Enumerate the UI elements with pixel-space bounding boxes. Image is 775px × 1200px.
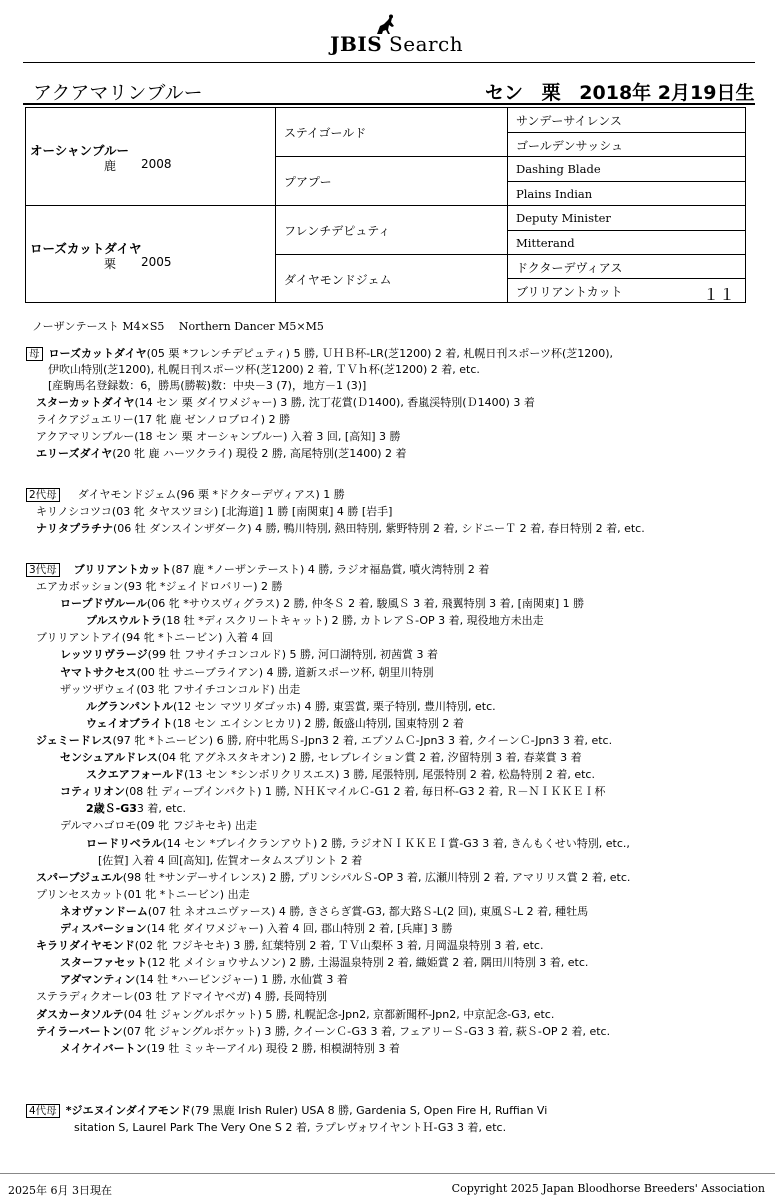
family-line: [86, 613, 544, 628]
third-dam-line: [26, 562, 489, 577]
family-line: [86, 767, 595, 782]
family-line: ライクアジュエリー(17 牝 鹿 ゼンノロブロイ) 2 勝: [36, 413, 291, 426]
gen2-name[interactable]: プアプー: [284, 175, 332, 189]
title-underline: [23, 103, 755, 105]
family-line: [60, 955, 588, 970]
family-horse-record: (12 セン マツリダゴッホ) 4 勝, 東雲賞, 栗子特別, 豊川特別, etc.: [173, 699, 496, 713]
family-horse-record: (02 牝 フジキセキ) 3 勝, 紅葉特別 2 着, ＴＶ山梨杯 3 着, 月岡温泉特別 3 着, etc.: [134, 939, 544, 953]
family-horse-record: (05 栗 *フレンチデピュティ) 5 勝, ＵＨＢ杯-LR(芝1200) 2 着, 札幌日刊スポーツ杯(芝1200),: [146, 347, 614, 360]
family-horse-name[interactable]: センシュアルドレス: [60, 751, 158, 764]
family-line: [60, 784, 606, 799]
family-horse-name[interactable]: プルスウルトラ: [86, 614, 162, 628]
family-horse-name[interactable]: ブリリアントカット: [73, 563, 172, 576]
family-line: [86, 699, 496, 714]
family-horse-name[interactable]: テイラーバートン: [36, 1024, 123, 1038]
second-dam-line: [26, 487, 345, 502]
family-line: [60, 665, 434, 680]
dam-year: 2005: [141, 255, 172, 269]
gen2-name[interactable]: ダイヤモンドジェム: [284, 273, 392, 287]
family-horse-record: (06 牡 ダンスインザダーク) 4 勝, 鴨川特別, 熱田特別, 紫野特別 2 着, シドニーＴ 2 着, 春日特別 2 着, etc.: [113, 522, 645, 535]
generation-tag: 3代母: [26, 563, 60, 577]
horse-title-bar: [25, 78, 753, 102]
family-horse-record: (18 牡 *ディスクリートキャット) 2 勝, カトレアＳ-OP 3 着, 現役地方未出走: [161, 614, 544, 628]
family-line: [36, 1024, 610, 1039]
family-horse-record: (18 セン エイシンヒカリ) 2 勝, 飯盛山特別, 国東特別 2 着: [172, 716, 464, 730]
pedigree-gen2-cell: [276, 255, 508, 302]
family-line: [86, 801, 186, 816]
gen3-name[interactable]: Mitterand: [516, 235, 575, 250]
family-horse-record: (87 鹿 *ノーザンテースト) 4 勝, ラジオ福島賞, 噴火湾特別 2 着: [171, 563, 490, 576]
family-horse-name[interactable]: レッツリヴラージ: [60, 648, 148, 662]
family-line: sitation S, Laurel Park The Very One S 2 着, ラプレヴォワイヤントＨ-G3 3 着, etc.: [74, 1121, 507, 1134]
dam-color: 栗: [104, 257, 117, 271]
family-line: ブリリアントアイ(94 牝 *トニービン) 入着 4 回: [36, 631, 273, 645]
dam-line: [26, 346, 613, 361]
horse-color: 栗: [541, 82, 561, 104]
family-horse-name[interactable]: スターファセット: [60, 956, 148, 970]
family-line: [産駒馬名登録数：6，勝馬(勝鞍)数：中央－3 (7)，地方－1 (3)]: [48, 379, 367, 392]
family-horse-name[interactable]: 2歳Ｓ-G3: [86, 802, 137, 816]
family-horse-record: (20 牝 鹿 ハーツクライ) 現役 2 勝, 高尾特別(芝1400) 2 着: [112, 447, 407, 460]
family-horse-record: (14 牡 *ハービンジャー) 1 勝, 水仙賞 3 着: [135, 973, 348, 987]
family-horse-name[interactable]: メイケイバートン: [60, 1041, 147, 1055]
sire-cell: [26, 108, 276, 206]
family-horse-name[interactable]: キラリダイヤモンド: [36, 939, 135, 953]
inbreeding-line: ノーザンテースト M4×S5 Northern Dancer M5×M5: [32, 320, 324, 333]
gen3-name[interactable]: ゴールデンサッシュ: [516, 138, 624, 153]
family-horse-name[interactable]: *ジエヌインダイアモンド: [65, 1104, 191, 1117]
family-horse-record: (07 牝 ジャングルポケット) 3 勝, クイーンＣ-G3 3 着, フェアリーＳ-G3 3 着, 萩Ｓ-OP 2 着, etc.: [122, 1024, 611, 1038]
family-line: プリンセスカット(01 牝 *トニービン) 出走: [36, 887, 250, 901]
family-horse-record: ダイヤモンドジェム(96 栗 *ドクターデヴィアス) 1 勝: [77, 488, 345, 501]
family-horse-record: (08 牡 ディープインパクト) 1 勝, ＮＨＫマイルＣ-G1 2 着, 毎日杯-G3 2 着, Ｒ－ＮＩＫＫＥＩ杯: [125, 785, 606, 799]
cross-mark: １１: [702, 285, 735, 304]
footer-date: 2025年 6月 3日現在: [8, 1184, 112, 1197]
family-line: [86, 836, 630, 851]
family-line: ザッツザウェイ(03 牝 フサイチコンコルド) 出走: [60, 682, 301, 696]
pedigree-gen3-cell: [508, 255, 745, 279]
family-horse-record: (07 牡 ネオユニヴァース) 4 勝, きさらぎ賞-G3, 都大路Ｓ-L(2 回), 東風Ｓ-L 2 着, 種牡馬: [147, 904, 589, 918]
horse-birth: 2018年 2月19日生: [579, 82, 755, 104]
pedigree-table: [25, 107, 746, 303]
pedigree-gen3-cell: [508, 206, 745, 231]
family-line: [60, 647, 438, 662]
family-horse-record: (12 牝 メイショウサムソン) 2 勝, 土湯温泉特別 2 着, 織姫賞 2 着, 隅田川特別 3 着, etc.: [147, 956, 589, 970]
pedigree-gen3-cell: [508, 157, 745, 182]
family-line: [36, 395, 535, 410]
logo-suffix: Search: [389, 32, 464, 56]
family-line: 伊吹山特別(芝1200), 札幌日刊スポーツ杯(芝1200) 2 着, ＴＶｈ杯(芝1200) 2 着, etc.: [48, 363, 480, 376]
family-line: [60, 1041, 400, 1056]
pedigree-gen3-cell: [508, 108, 745, 133]
pedigree-gen3-cell: [508, 231, 745, 256]
family-line: [86, 716, 464, 731]
gen3-name[interactable]: ブリリアントカット: [516, 285, 623, 299]
family-line: アクアマリンブルー(18 セン 栗 オーシャンブルー) 入着 3 回, [高知] 3 勝: [36, 430, 401, 443]
gen3-name[interactable]: Plains Indian: [516, 186, 593, 201]
family-horse-name[interactable]: ネオヴァンドーム: [60, 904, 148, 918]
family-line: キリノシコツコ(03 牝 タヤスツヨシ) [北海道] 1 勝 [南関東] 4 勝 [岩手]: [36, 505, 393, 518]
family-line: [60, 596, 584, 611]
family-horse-name[interactable]: ローズカットダイヤ: [48, 347, 147, 360]
family-horse-name[interactable]: スパーブジュエル: [36, 870, 123, 884]
pedigree-gen3-cell: [508, 182, 745, 207]
horse-meta: [485, 78, 766, 105]
gen3-name[interactable]: Deputy Minister: [516, 211, 611, 225]
family-horse-name[interactable]: ヤマトサクセス: [60, 665, 137, 679]
family-horse-name[interactable]: ナリタプラチナ: [36, 522, 113, 535]
family-line: [60, 921, 453, 936]
generation-tag: 2代母: [26, 488, 60, 502]
family-horse-record: (14 セン *ブレイクランアウト) 2 勝, ラジオＮＩＫＫＥＩ賞-G3 3 着, きんもくせい特別, etc.,: [162, 836, 630, 850]
gen2-name[interactable]: ステイゴールド: [284, 126, 367, 140]
logo-text: JBIS: [330, 32, 383, 56]
family-horse-name[interactable]: アダマンティン: [60, 973, 136, 987]
family-horse-name[interactable]: ルグランパントル: [86, 699, 174, 713]
sire-year: 2008: [141, 157, 172, 171]
sire-color: 鹿: [104, 159, 117, 173]
generation-tag: 母: [26, 347, 43, 361]
family-horse-record: (79 黒鹿 Irish Ruler) USA 8 勝, Gardenia S, Open Fire H, Ruffian Vi: [190, 1104, 548, 1117]
family-horse-name[interactable]: ディスパーション: [60, 922, 147, 935]
family-horse-name[interactable]: ジェミードレス: [36, 733, 113, 747]
footer-copyright: Copyright 2025 Japan Bloodhorse Breeders' Association: [451, 1182, 765, 1195]
family-line: [36, 870, 630, 885]
dam-cell: [26, 206, 276, 302]
family-horse-record: (14 牝 ダイワメジャー) 入着 4 回, 郡山特別 2 着, [兵庫] 3 勝: [146, 922, 453, 935]
family-horse-name[interactable]: エリーズダイヤ: [36, 447, 113, 460]
family-line: [60, 904, 588, 919]
pedigree-gen3-cell: [508, 133, 745, 158]
gen2-name[interactable]: フレンチデピュティ: [284, 224, 391, 238]
family-horse-record: 3 着, etc.: [136, 802, 187, 816]
family-horse-record: (00 牡 サニーブライアン) 4 勝, 道新スポーツ杯, 朝里川特別: [136, 665, 434, 679]
pedigree-gen3-cell: [508, 279, 745, 302]
family-horse-record: (98 牡 *サンデーサイレンス) 2 勝, プリンシパルＳ-OP 3 着, 広瀬川特別 2 着, アマリリス賞 2 着, etc.: [122, 870, 631, 884]
family-horse-name[interactable]: ロードリベラル: [86, 836, 163, 850]
family-horse-name[interactable]: スクエアフォールド: [86, 768, 185, 782]
family-horse-record: (99 牡 フサイチコンコルド) 5 勝, 河口湖特別, 初茜賞 3 着: [147, 648, 439, 662]
family-horse-name[interactable]: ロープドヴルール: [60, 597, 147, 611]
family-horse-record: (06 牝 *サウスヴィグラス) 2 勝, 仲冬Ｓ 2 着, 駿風Ｓ 3 着, 飛翼特別 3 着, [南関東] 1 勝: [146, 597, 585, 611]
family-line: [36, 733, 612, 748]
footer-divider: [0, 1173, 775, 1174]
family-line: [36, 521, 645, 536]
family-line: ステラディクオーレ(03 牡 アドマイヤベガ) 4 勝, 長岡特別: [36, 990, 328, 1004]
dam-name[interactable]: ローズカットダイヤ: [30, 241, 142, 256]
fourth-dam-line: [26, 1103, 547, 1118]
horse-sex: セン: [485, 82, 524, 104]
family-line: デルマハゴロモ(09 牝 フジキセキ) 出走: [60, 819, 257, 833]
family-line: [36, 1007, 554, 1022]
family-line: [60, 972, 348, 987]
pedigree-gen2-cell: [276, 157, 508, 206]
family-horse-record: (97 牝 *トニービン) 6 勝, 府中牝馬Ｓ-Jpn3 2 着, エプソムＣ-Jpn3 3 着, クイーンＣ-Jpn3 3 着, etc.: [112, 733, 613, 747]
family-line: [36, 446, 406, 461]
family-line: エアカボッション(93 牝 *ジェイドロバリー) 2 勝: [36, 580, 283, 593]
family-horse-name[interactable]: スターカットダイヤ: [36, 396, 135, 409]
family-horse-name[interactable]: ダスカータソルテ: [36, 1007, 124, 1021]
pedigree-gen2-cell: [276, 108, 508, 157]
family-horse-record: (14 セン 栗 ダイワメジャー) 3 勝, 沈丁花賞(Ｄ1400), 香嵐渓特別(Ｄ1400) 3 着: [134, 396, 535, 409]
sire-name[interactable]: オーシャンブルー: [30, 143, 130, 158]
family-line: [佐賀] 入着 4 回[高知], 佐賀オータムスプリント 2 着: [98, 853, 363, 867]
pedigree-gen2-cell: [276, 206, 508, 255]
header-divider: [23, 62, 755, 63]
generation-tag: 4代母: [26, 1104, 60, 1118]
family-horse-record: (04 牡 ジャングルポケット) 5 勝, 札幌記念-Jpn2, 京都新聞杯-Jpn2, 中京記念-G3, etc.: [123, 1007, 555, 1021]
gen3-name[interactable]: サンデーサイレンス: [516, 114, 622, 128]
gen3-name[interactable]: Dashing Blade: [516, 162, 601, 176]
family-horse-record: (13 セン *シンボリクリスエス) 3 勝, 尾張特別, 尾張特別 2 着, 松島特別 2 着, etc.: [184, 768, 595, 782]
horse-name: アクアマリンブルー: [33, 82, 203, 104]
family-horse-name[interactable]: コティリオン: [60, 785, 126, 799]
family-line: [36, 938, 543, 953]
family-horse-record: (04 牝 アグネスタキオン) 2 勝, セレブレイション賞 2 着, 汐留特別 3 着, 春菜賞 3 着: [157, 751, 582, 764]
gen3-name[interactable]: ドクターデヴィアス: [516, 261, 623, 275]
family-horse-name[interactable]: ウェイオブライト: [86, 716, 173, 730]
family-line: [60, 750, 582, 765]
jbis-search-logo[interactable]: [330, 14, 464, 56]
family-horse-record: (19 牡 ミッキーアイル) 現役 2 勝, 相模湖特別 3 着: [146, 1041, 400, 1055]
